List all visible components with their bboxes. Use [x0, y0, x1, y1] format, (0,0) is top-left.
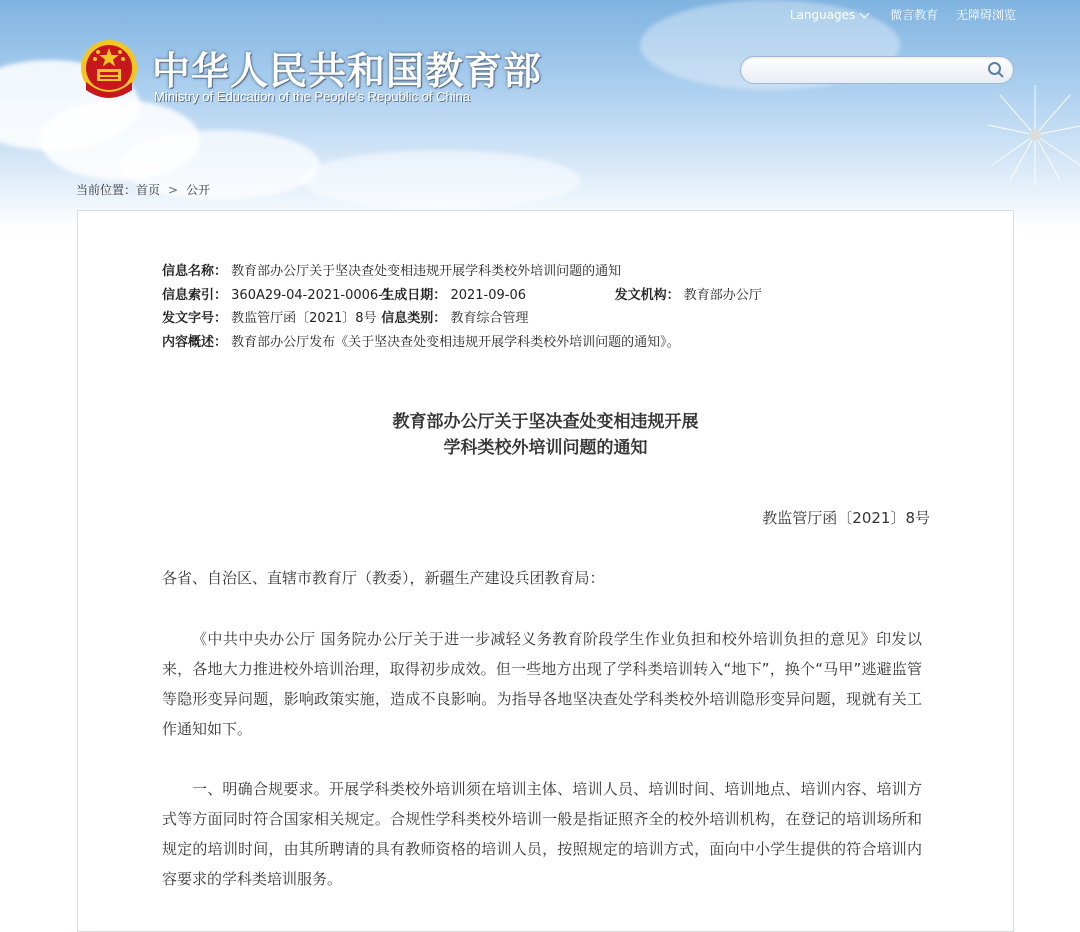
document-paragraph: 《中共中央办公厅 国务院办公厅关于进一步减轻义务教育阶段学生作业负担和校外培训负担的意见》印发以来，各地大力推进校外培训治理，取得初步成效。但一些地方出现了学科类培训转入“地下”，换个“马甲”逃避监管等隐形变异问题，影响政策实施，造成不良影响。为指导各地坚决查处学科类校外培训隐形变异问题，现就有关工作通知如下。 — [162, 630, 922, 738]
dandelion-icon — [980, 80, 1080, 190]
meta-row-name — [162, 260, 621, 279]
meta-label: 信息名称： — [162, 264, 228, 279]
meta-value: 教育部办公厅发布《关于坚决查处变相违规开展学科类校外培训问题的通知》。 — [231, 335, 680, 350]
meta-label: 信息索引： — [162, 288, 228, 303]
document-title-line1: 教育部办公厅关于坚决查处变相违规开展 — [392, 412, 699, 432]
meta-label: 内容概述： — [162, 335, 228, 350]
search-input[interactable] — [740, 56, 1014, 84]
cloud-decoration — [300, 150, 580, 210]
breadcrumb-home-link[interactable]: 首页 — [136, 183, 161, 197]
document-paragraph: 一、明确合规要求。开展学科类校外培训须在培训主体、培训人员、培训时间、培训地点、培训内容、培训方式等方面同时符合国家相关规定。合规性学科类校外培训一般是指证照齐全的校外培训机构，在登记的培训场所和规定的培训时间，由其所聘请的具有教师资格的培训人员，按照规定的培训方式，面向中小学生提供的符合培训内容要求的学科类培训服务。 — [162, 780, 922, 888]
languages-label: Languages — [789, 8, 856, 22]
meta-label: 信息类别： — [381, 311, 447, 326]
meta-value: 教育部办公厅 — [683, 288, 762, 303]
breadcrumb-prefix: 当前位置： — [76, 183, 137, 197]
weibo-link[interactable]: 微言教育 — [890, 8, 939, 22]
meta-value: 2021-09-06 — [450, 288, 527, 303]
accessibility-link[interactable]: 无障碍浏览 — [955, 8, 1016, 22]
meta-value: 教育综合管理 — [450, 311, 529, 326]
breadcrumb-separator: > — [168, 183, 179, 197]
document-number: 教监管厅函〔2021〕8号 — [762, 509, 930, 527]
meta-row-summary — [162, 331, 680, 350]
chevron-down-icon — [860, 9, 870, 19]
meta-label: 发文机构： — [614, 288, 680, 303]
site-title: 中华人民共和国教育部 — [152, 49, 543, 93]
languages-link[interactable] — [790, 8, 872, 22]
national-emblem-icon — [78, 38, 140, 106]
document-addressee: 各省、自治区、直辖市教育厅（教委），新疆生产建设兵团教育局： — [162, 569, 605, 587]
breadcrumb-current-link[interactable]: 公开 — [186, 183, 211, 197]
meta-label: 发文字号： — [162, 311, 228, 326]
top-links — [776, 6, 1016, 23]
meta-row-index — [162, 284, 762, 303]
meta-row-docno — [162, 307, 528, 326]
meta-value: 教育部办公厅关于坚决查处变相违规开展学科类校外培训问题的通知 — [231, 264, 622, 279]
meta-label: 生成日期： — [381, 288, 447, 303]
site-subtitle: Ministry of Education of the People's Republic of China — [154, 89, 471, 104]
document-title-line2: 学科类校外培训问题的通知 — [443, 438, 648, 458]
meta-value: 360A29-04-2021-0006-1 — [231, 288, 392, 303]
meta-value: 教监管厅函〔2021〕8号 — [231, 311, 377, 326]
breadcrumb — [76, 181, 210, 198]
search-icon[interactable] — [987, 61, 1005, 79]
